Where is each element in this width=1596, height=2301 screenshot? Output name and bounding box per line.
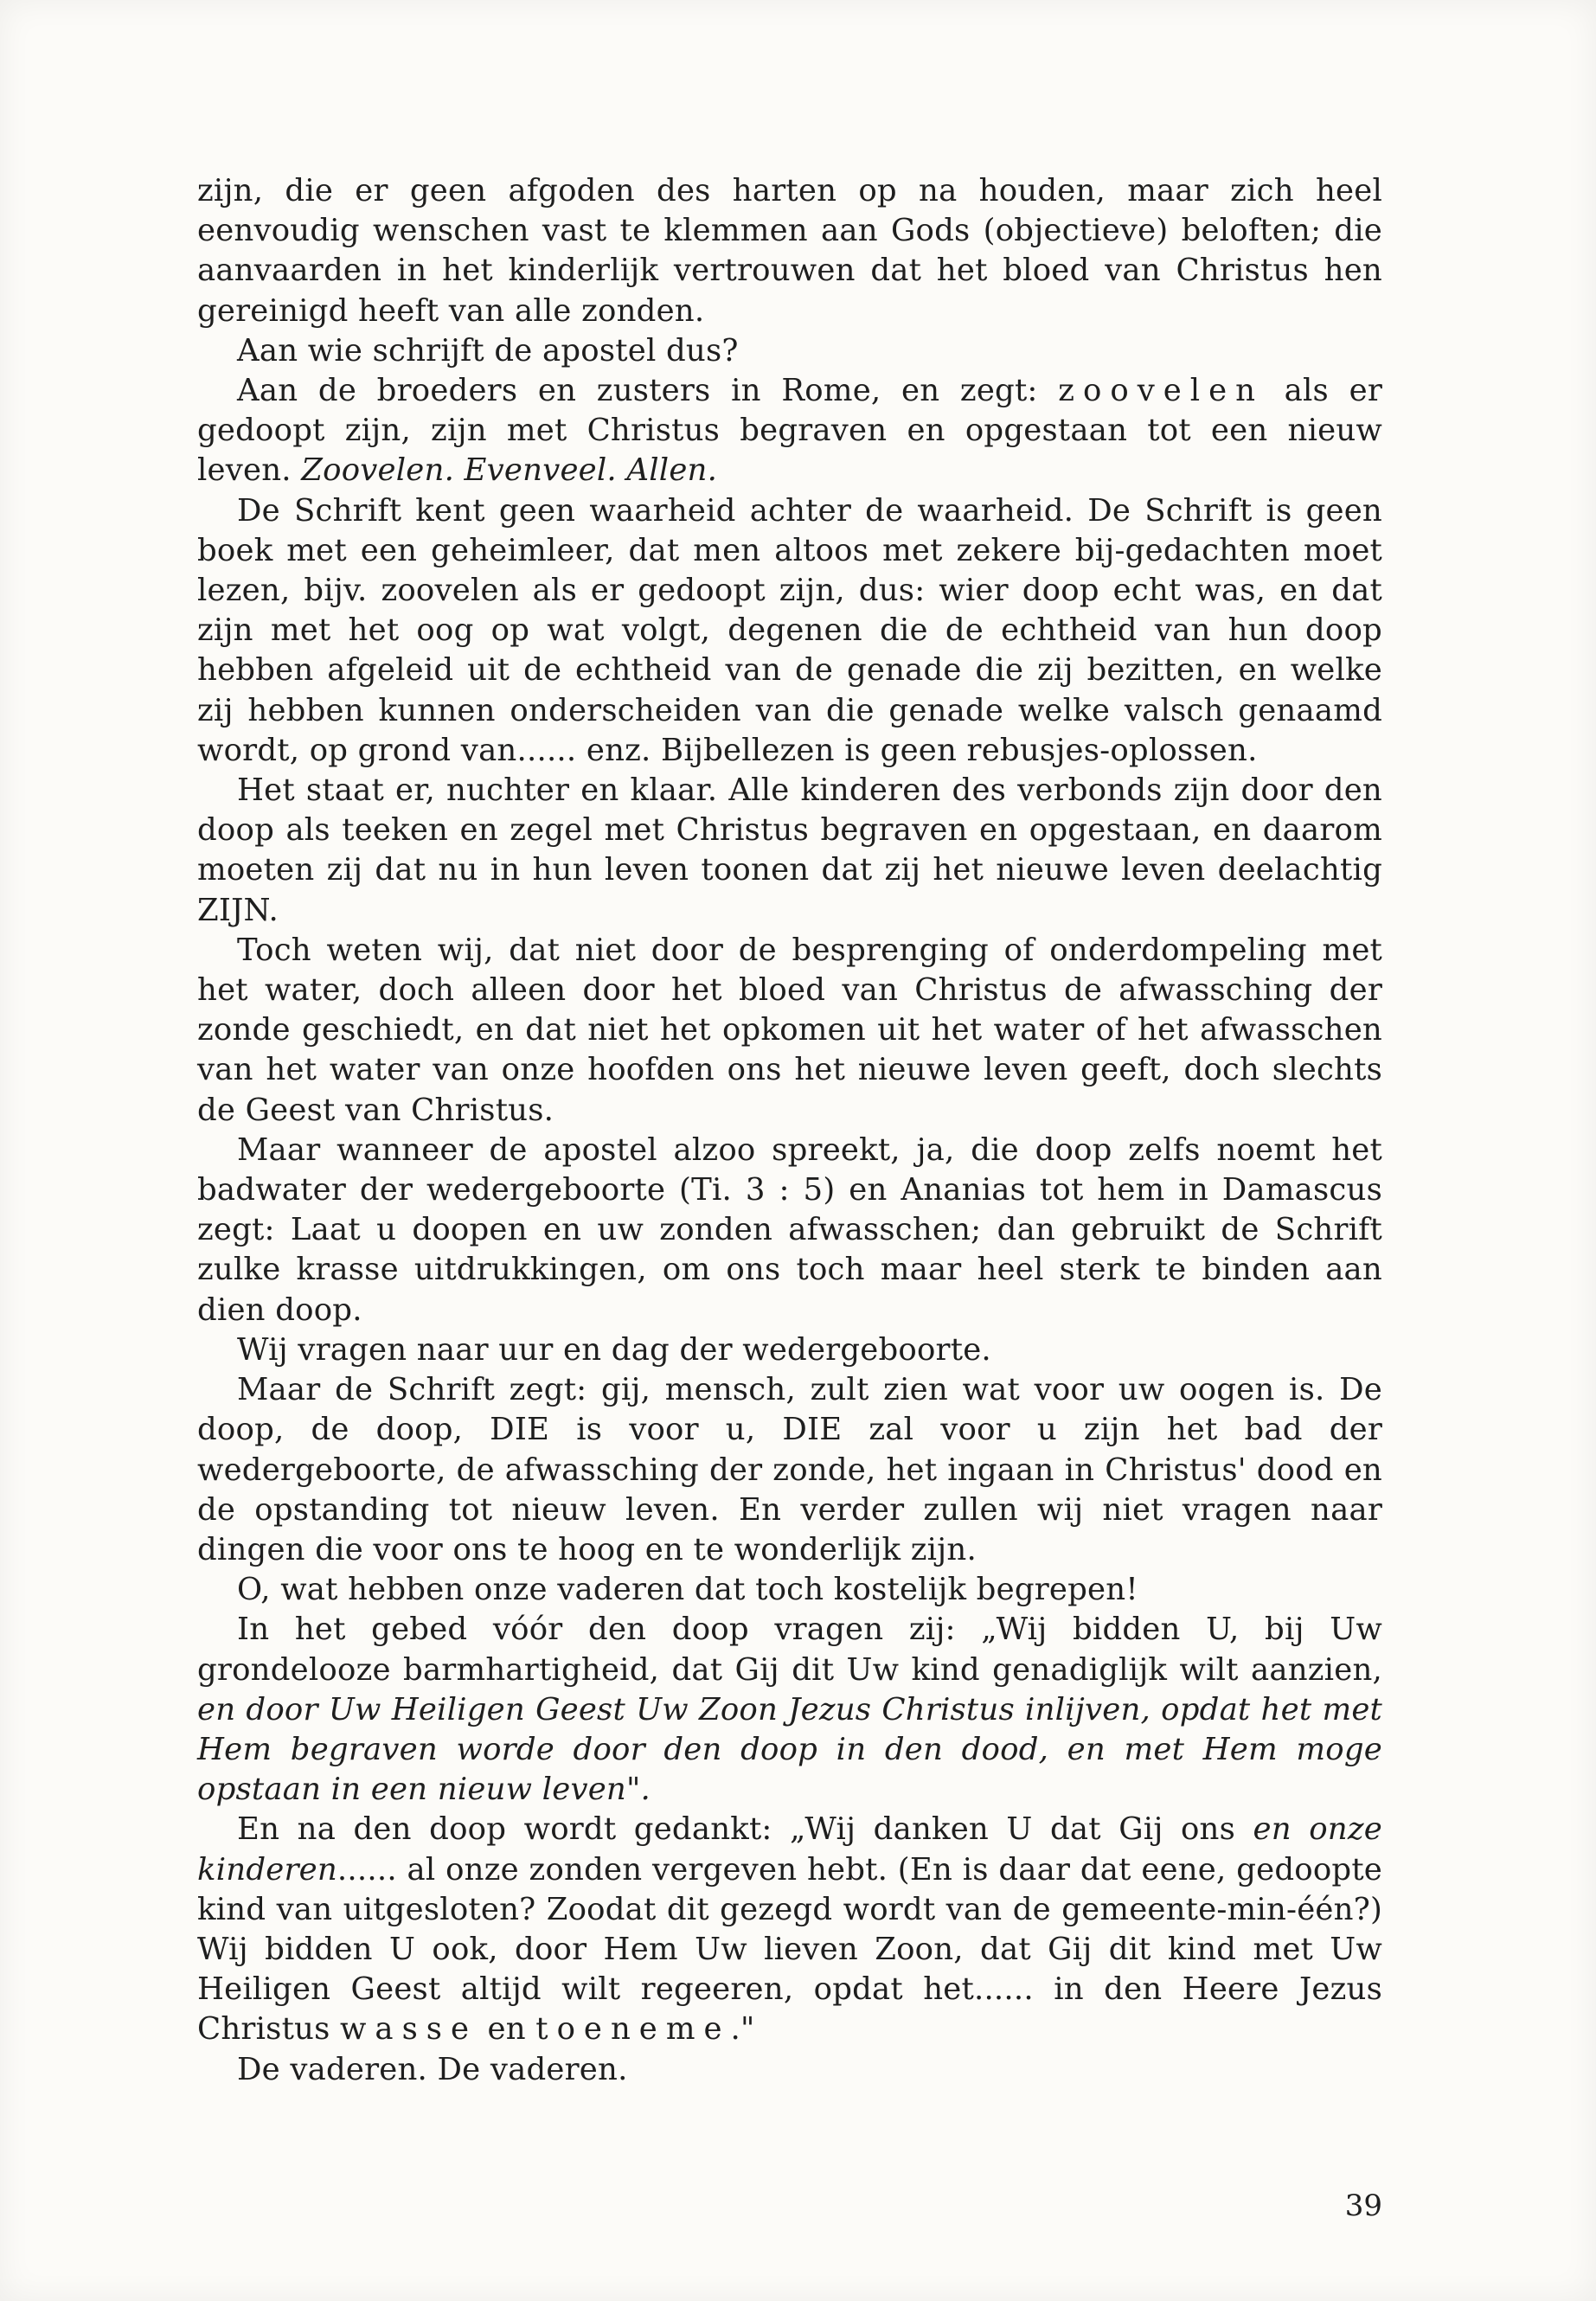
body-text xyxy=(197,171,1382,2090)
paragraph-3-part-a: Aan de broeders en zusters in Rome, en zegt: xyxy=(237,373,1038,409)
italic-en-onze-kinderen: en onze kinderen xyxy=(197,1811,1382,1888)
paragraph-13: De vaderen. De vaderen. xyxy=(237,2051,628,2087)
paragraph-3-part-c: als er gedoopt zijn, zijn met Christus begraven en opgestaan tot een nieuw leven. xyxy=(197,373,1382,489)
spaced-word-toeneme: toeneme xyxy=(535,2011,731,2048)
paragraph-12-part-c: ...... al onze zonden vergeven hebt. (En is daar dat eene, gedoopte kind van uitgesloten? Zoodat dit gezegd wordt van de gemeente-min-één?) Wij bidden U ook, door Hem Uw lieven Zoon, dat Gij dit kind met Uw Heiligen Geest altijd wilt regeeren, opdat het...... in den Heere Jezus Christus xyxy=(197,1851,1382,2048)
paragraph-9: Maar de Schrift zegt: gij, mensch, zult zien wat voor uw oogen is. De doop, de doop, DIE is voor u, DIE zal voor u zijn het bad der wedergeboorte, de afwassching der zonde, het ingaan in Christus' dood en de opstanding tot nieuw leven. En verder zullen wij niet vragen naar dingen die voor ons te hoog en te wonderlijk zijn. xyxy=(197,1372,1382,1567)
paragraph-11-part-a: In het gebed vóór den doop vragen zij: „Wij bidden U, bij Uw grondelooze barmhartigheid, dat Gij dit Uw kind genadiglijk wilt aanzien, xyxy=(197,1612,1382,1688)
page-number: 39 xyxy=(1344,2189,1382,2223)
paragraph-12-part-g: ." xyxy=(730,2011,755,2048)
paragraph-8: Wij vragen naar uur en dag der wedergeboorte. xyxy=(237,1331,991,1368)
paragraph-3 xyxy=(197,371,1382,491)
paragraph-11 xyxy=(197,1610,1382,1810)
spaced-word-zoovelen: zoovelen xyxy=(1058,373,1264,409)
paragraph-4: De Schrift kent geen waarheid achter de waarheid. De Schrift is geen boek met een geheimleer, dat men altoos met zekere bij-gedachten moet lezen, bijv. zoovelen als er gedoopt zijn, dus: wier doop echt was, en dat zijn met het oog op wat volgt, degenen die de echtheid van hun doop hebben afgeleid uit de echtheid van de genade die zij bezitten, en welke zij hebben kunnen onderscheiden van die genade welke valsch genaamd wordt, op grond van...... enz. Bijbellezen is geen rebusjes-oplossen. xyxy=(197,492,1382,768)
paragraph-10: O, wat hebben onze vaderen dat toch kostelijk begrepen! xyxy=(237,1572,1138,1608)
spaced-word-wasse: wasse xyxy=(340,2011,478,2048)
paragraph-12 xyxy=(197,1810,1382,2049)
paragraph-6: Toch weten wij, dat niet door de besprenging of onderdompeling met het water, doch alleen door het bloed van Christus de afwassching der zonde geschiedt, en dat niet het opkomen uit het water of het afwasschen van het water van onze hoofden ons het nieuwe leven geeft, doch slechts de Geest van Christus. xyxy=(197,932,1382,1128)
paragraph-12-part-e: en xyxy=(487,2011,526,2048)
paragraph-2: Aan wie schrijft de apostel dus? xyxy=(237,332,739,369)
paragraph-1: zijn, die er geen afgoden des harten op na houden, maar zich heel eenvoudig wenschen vast te klemmen aan Gods (objectieve) beloften; die aanvaarden in het kinderlijk vertrouwen dat het bloed van Christus hen gereinigd heeft van alle zonden. xyxy=(197,173,1382,329)
italic-zoovelen-evenveel-allen: Zoovelen. Evenveel. Allen. xyxy=(301,452,718,489)
paragraph-12-part-a: En na den doop wordt gedankt: „Wij danken U dat Gij ons xyxy=(237,1811,1236,1848)
paragraph-7: Maar wanneer de apostel alzoo spreekt, ja, die doop zelfs noemt het badwater der wedergeboorte (Ti. 3 : 5) en Ananias tot hem in Damascus zegt: Laat u doopen en uw zonden afwasschen; dan gebruikt de Schrift zulke krasse uitdrukkingen, om ons toch maar heel sterk te binden aan dien doop. xyxy=(197,1131,1382,1328)
paragraph-5: Het staat er, nuchter en klaar. Alle kinderen des verbonds zijn door den doop als teeken en zegel met Christus begraven en opgestaan, en daarom moeten zij dat nu in hun leven toonen dat zij het nieuwe leven deelachtig ZIJN. xyxy=(197,772,1382,928)
italic-prayer-quote: en door Uw Heiligen Geest Uw Zoon Jezus Christus inlijven, opdat het met Hem begraven worde door den doop in den dood, en met Hem moge opstaan in een nieuw leven". xyxy=(197,1691,1382,1808)
